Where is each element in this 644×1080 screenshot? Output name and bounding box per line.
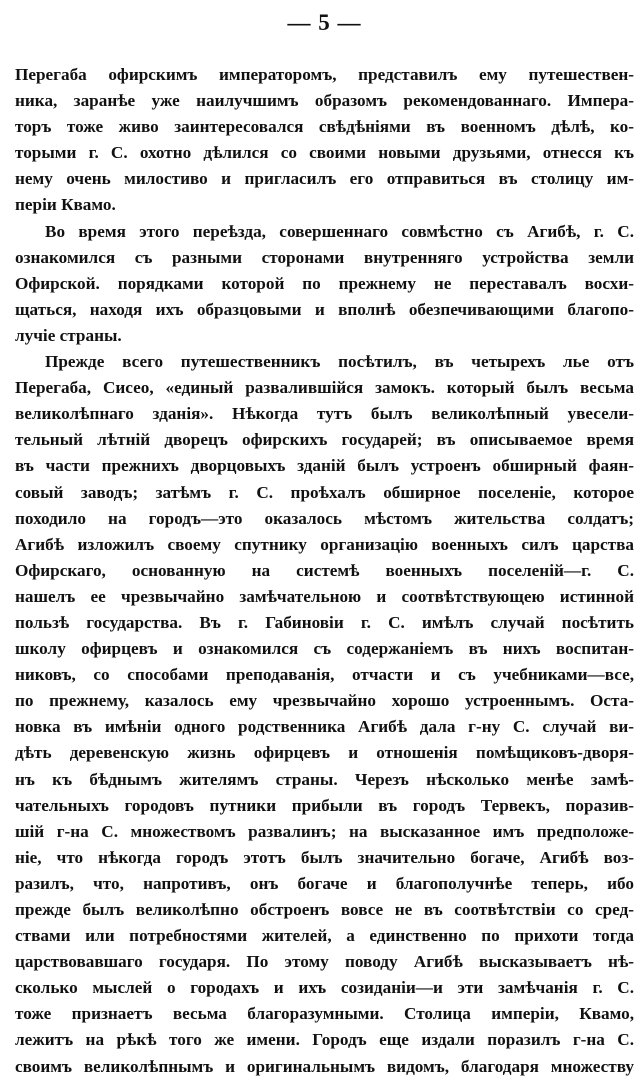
text-line: новка въ имѣніи одного родственника Агибѣ дала г-ну С. случай ви- (15, 717, 634, 737)
text-line: походило на городъ—это оказалось мѣстомъ жительства солдатъ; (15, 508, 634, 528)
text-line: прежде былъ великолѣпно обстроенъ вовсе не въ соотвѣтствіи со сред- (15, 900, 634, 919)
text-line: ствами или потребностями жителей, а единственно по прихоти тогда (15, 926, 634, 946)
text-line: періи Квамо. (15, 195, 116, 215)
text-line: никовъ, со способами преподаванія, отчасти и съ учебниками—все, (15, 665, 634, 685)
text-line: великолѣпнаго зданія». Нѣкогда тутъ былъ великолѣпный увесели- (15, 404, 634, 424)
text-line: совый заводъ; затѣмъ г. С. проѣхалъ обширное поселеніе, которое (15, 482, 634, 502)
text-line: чательныхъ городовъ путники прибыли въ городъ Тервекъ, поразив- (15, 795, 634, 815)
text-line: нашелъ ее чрезвычайно замѣчательною и соотвѣтствующею истинной (15, 586, 634, 606)
text-line: сколько мыслей о городахъ и ихъ созиданіи—и эти замѣчанія г. С. (15, 978, 634, 998)
text-line: тельный лѣтній дворецъ офирскихъ государей; въ описываемое время (15, 430, 634, 450)
text-line: своимъ великолѣпнымъ и оригинальнымъ видомъ, благодаря множеству (15, 1056, 634, 1076)
text-line: торыми г. С. охотно дѣлился со своими новыми друзьями, отнесся къ (15, 143, 634, 163)
text-line: Агибѣ изложилъ своему спутнику организацію военныхъ силъ царства (15, 534, 634, 554)
text-line: царствовавшаго государя. По этому поводу Агибѣ высказываетъ нѣ- (15, 952, 634, 972)
text-line: нему очень милостиво и пригласилъ его отправиться въ столицу им- (15, 169, 634, 189)
text-line: щаться, находя ихъ образцовыми и вполнѣ обезпечивающими благопо- (15, 299, 634, 319)
text-line: Во время этого переѣзда, совершеннаго совмѣстно съ Агибѣ, г. С. (45, 221, 634, 241)
text-line: Прежде всего путешественникъ посѣтилъ, въ четырехъ лье отъ (45, 352, 634, 372)
text-line: Перегаба, Сисео, «единый развалившійся замокъ. который былъ весьма (15, 378, 634, 398)
text-line: тоже признаетъ весьма благоразумными. Столица имперіи, Квамо, (15, 1004, 634, 1024)
text-line: пользѣ государства. Въ г. Габиновіи г. С. имѣлъ случай посѣтить (15, 612, 634, 632)
text-line: лежитъ на рѣкѣ того же имени. Городъ еще издали поразилъ г-на С. (15, 1030, 634, 1050)
text-line: Перегаба офирскимъ императоромъ, представилъ ему путешествен- (15, 65, 634, 84)
text-line: Офирской. порядками которой по прежнему не переставалъ восхи- (15, 273, 634, 293)
text-line: шій г-на С. множествомъ развалинъ; на высказанное имъ предположе- (15, 821, 634, 841)
text-line: торъ тоже живо заинтересовался свѣдѣніями въ военномъ дѣлѣ, ко- (15, 117, 634, 137)
text-line: Офирскаго, основанную на системѣ военныхъ поселеній—г. С. (15, 560, 634, 580)
text-line: ника, заранѣе уже наилучшимъ образомъ рекомендованнаго. Импера- (15, 91, 634, 111)
body-text (15, 62, 634, 1080)
text-line: лучіе страны. (15, 325, 122, 345)
text-line: въ части прежнихъ дворцовыхъ зданій былъ устроенъ обширный фаян- (15, 456, 634, 476)
text-line: дѣть деревенскую жизнь офирцевъ и отношенія помѣщиковъ-дворя- (15, 743, 634, 763)
text-line: школу офирцевъ и ознакомился съ содержаніемъ въ нихъ воспитан- (15, 639, 634, 659)
page-number: — 5 — (287, 10, 362, 35)
text-line: ніе, что нѣкогда городъ этотъ былъ значительно богаче, Агибѣ воз- (15, 847, 634, 867)
text-line: ознакомился съ разными сторонами внутренняго устройства земли (15, 247, 634, 267)
text-line: разилъ, что, напротивъ, онъ богаче и благополучнѣе теперь, ибо (15, 873, 634, 893)
text-line: нъ къ бѣднымъ жителямъ страны. Черезъ нѣсколько менѣе замѣ- (15, 769, 634, 789)
text-line: по прежнему, казалось ему чрезвычайно хорошо устроеннымъ. Оста- (15, 691, 634, 711)
